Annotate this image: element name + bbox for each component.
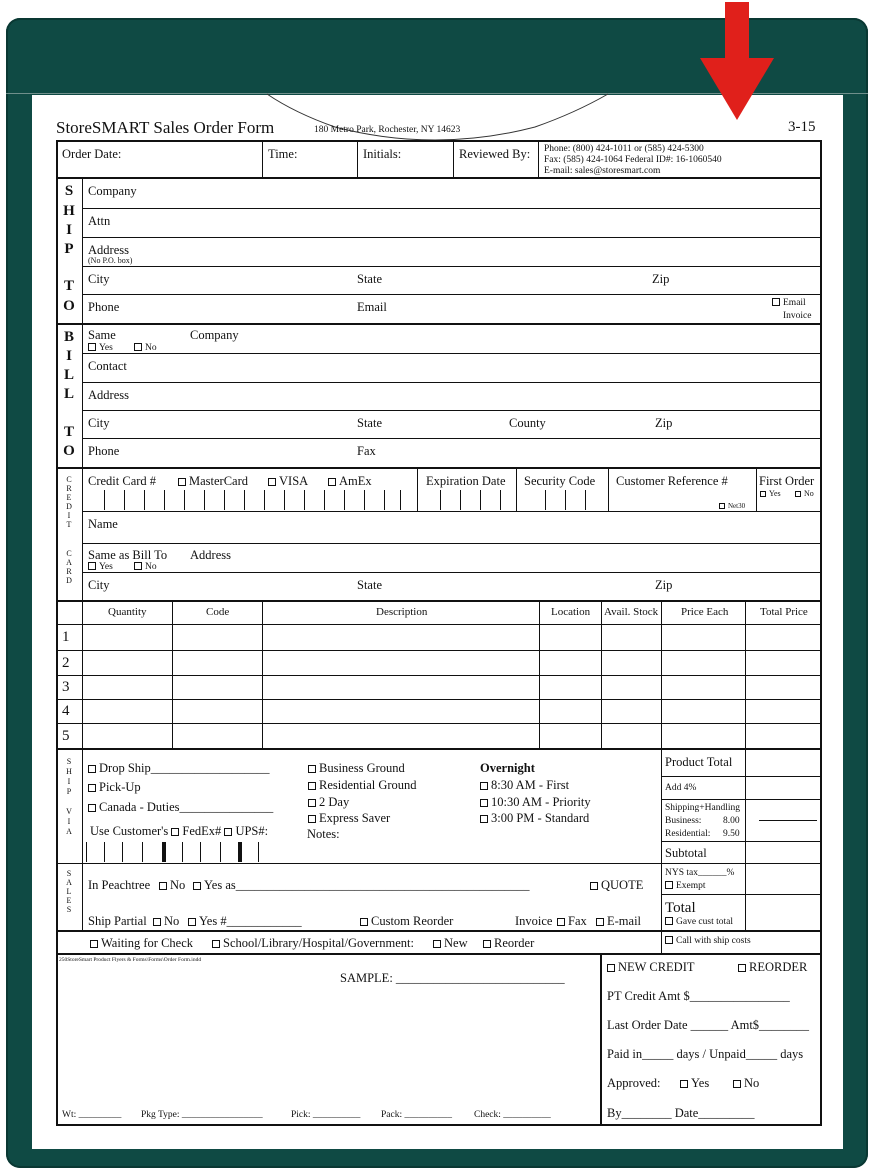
col-total-price: Total Price	[760, 606, 808, 618]
row-number: 2	[62, 655, 70, 671]
approved-label: Approved:	[607, 1076, 661, 1090]
business-ground-checkbox[interactable]: Business Ground	[308, 761, 405, 775]
notes-label: Notes:	[307, 827, 340, 841]
bill-contact-label: Contact	[88, 359, 127, 373]
pick-field: Pick: __________	[291, 1110, 361, 1120]
ship-company-label: Company	[88, 184, 137, 198]
col-code: Code	[206, 606, 230, 618]
first-order-yes[interactable]: Yes	[760, 490, 781, 498]
express-saver-checkbox[interactable]: Express Saver	[308, 811, 390, 825]
by-date-line: By________ Date_________	[607, 1106, 755, 1120]
ship-partial-label: Ship Partial	[88, 914, 147, 928]
bill-fax-label: Fax	[357, 444, 376, 458]
col-price-each: Price Each	[681, 606, 729, 618]
col-quantity: Quantity	[108, 606, 147, 618]
bill-same-yes[interactable]: Yes	[88, 343, 113, 353]
row-number: 4	[62, 703, 70, 719]
sample-label: SAMPLE: ___________________________	[340, 971, 565, 985]
initials-label: Initials:	[363, 147, 402, 161]
first-order-label: First Order	[759, 474, 815, 488]
peachtree-yes-checkbox[interactable]: Yes as_______________________________________________	[193, 878, 529, 892]
new-credit-checkbox[interactable]: NEW CREDIT	[607, 960, 695, 974]
check-field: Check: __________	[474, 1110, 551, 1120]
pick-up-checkbox[interactable]: Pick-Up	[88, 780, 141, 794]
total-label: Total	[665, 900, 696, 916]
ship-address-note: (No P.O. box)	[88, 256, 133, 265]
form-title: StoreSMART Sales Order Form	[56, 118, 275, 137]
approved-no-checkbox[interactable]: No	[733, 1076, 759, 1090]
form-number: 3-15	[788, 119, 816, 135]
contact-phone: Phone: (800) 424-1011 or (585) 424-5300	[544, 144, 704, 154]
bill-company-label: Company	[190, 328, 239, 342]
invoice-email-checkbox[interactable]: E-mail	[596, 914, 641, 928]
call-ship-costs-checkbox[interactable]: Call with ship costs	[665, 936, 751, 946]
overnight-label: Overnight	[480, 761, 535, 775]
order-date-label: Order Date:	[62, 147, 122, 161]
last-order-date: Last Order Date ______ Amt$________	[607, 1018, 810, 1032]
net30-checkbox[interactable]: Net30	[719, 502, 745, 510]
col-location: Location	[551, 606, 591, 618]
ship-zip-label: Zip	[652, 272, 670, 286]
invoice-fax-checkbox[interactable]: Fax	[557, 914, 587, 928]
first-order-no[interactable]: No	[795, 490, 814, 498]
residential-ground-checkbox[interactable]: Residential Ground	[308, 778, 417, 792]
cc-state-label: State	[357, 578, 382, 592]
ship-city-label: City	[88, 272, 110, 286]
cc-name-label: Name	[88, 517, 118, 531]
credit-reorder-checkbox[interactable]: REORDER	[738, 960, 807, 974]
subtotal-label: Subtotal	[665, 846, 707, 860]
ship-address-label: Address	[88, 243, 129, 257]
peachtree-no-checkbox[interactable]: No	[159, 878, 185, 892]
cc-same-as-bill-label: Same as Bill To	[88, 548, 168, 562]
ship-attn-label: Attn	[88, 214, 111, 228]
row-number: 1	[62, 629, 70, 645]
reviewed-by-label: Reviewed By:	[459, 147, 531, 161]
mastercard-checkbox[interactable]: MasterCard	[178, 474, 248, 488]
shipping-handling-label: Shipping+Handling	[665, 803, 741, 813]
product-total-label: Product Total	[665, 755, 733, 769]
in-peachtree-label: In Peachtree	[88, 878, 151, 892]
contact-email: E-mail: sales@storesmart.com	[544, 166, 661, 176]
col-description: Description	[376, 606, 428, 618]
bill-same-no[interactable]: No	[134, 343, 157, 353]
cc-address-label: Address	[190, 548, 231, 562]
quote-checkbox[interactable]: QUOTE	[590, 878, 643, 892]
cc-zip-label: Zip	[655, 578, 673, 592]
expiration-label: Expiration Date	[426, 474, 506, 488]
email-invoice-checkbox[interactable]: Email	[772, 298, 806, 308]
overnight-first-checkbox[interactable]: 8:30 AM - First	[480, 778, 569, 792]
file-path: 250StoreSmart Product Flyers & Forms\Forms\Order Form.indd	[59, 957, 202, 963]
row-number: 5	[62, 728, 70, 744]
drop-ship-checkbox[interactable]: Drop Ship___________________	[88, 761, 270, 775]
reorder-checkbox[interactable]: Reorder	[483, 936, 534, 950]
wt-field: Wt: _________	[62, 1110, 122, 1120]
bill-state-label: State	[357, 416, 382, 430]
security-code-label: Security Code	[524, 474, 596, 488]
invoice-label: Invoice	[515, 914, 553, 928]
business-rate-label: Business:	[665, 816, 702, 826]
ship-state-label: State	[357, 272, 382, 286]
paid-in-days: Paid in_____ days / Unpaid_____ days	[607, 1047, 804, 1061]
cc-city-label: City	[88, 578, 110, 592]
col-avail-stock: Avail. Stock	[604, 606, 659, 618]
ship-partial-no-checkbox[interactable]: No	[153, 914, 179, 928]
school-gov-checkbox[interactable]: School/Library/Hospital/Government:	[212, 936, 414, 950]
amex-checkbox[interactable]: AmEx	[328, 474, 372, 488]
tax-exempt-checkbox[interactable]: Exempt	[665, 881, 706, 891]
time-label: Time:	[268, 147, 298, 161]
pack-field: Pack: __________	[381, 1110, 452, 1120]
row-number: 3	[62, 679, 70, 695]
gave-cust-total-checkbox[interactable]: Gave cust total	[665, 917, 733, 927]
business-rate-value: 8.00	[723, 816, 740, 826]
bill-city-label: City	[88, 416, 110, 430]
bill-zip-label: Zip	[655, 416, 673, 430]
residential-rate-label: Residential:	[665, 829, 711, 839]
waiting-for-check-checkbox[interactable]: Waiting for Check	[90, 936, 193, 950]
overnight-standard-checkbox[interactable]: 3:00 PM - Standard	[480, 811, 589, 825]
bill-address-label: Address	[88, 388, 129, 402]
ship-email-label: Email	[357, 300, 387, 314]
bill-phone-label: Phone	[88, 444, 120, 458]
visa-checkbox[interactable]: VISA	[268, 474, 308, 488]
nys-tax-label: NYS tax______%	[665, 868, 735, 878]
ship-partial-yes-checkbox[interactable]: Yes #____________	[188, 914, 302, 928]
contact-fax: Fax: (585) 424-1064 Federal ID#: 16-1060540	[544, 155, 722, 165]
cc-same-yes[interactable]: Yes	[88, 562, 113, 572]
cc-number-label: Credit Card #	[88, 474, 157, 488]
cc-same-no[interactable]: No	[134, 562, 157, 572]
red-arrow-icon	[700, 2, 774, 120]
use-customer-label: Use Customer's FedEx# UPS#:	[90, 824, 269, 838]
sleeve-thumb-cut	[265, 93, 610, 143]
pkg-type-field: Pkg Type: _________________	[141, 1110, 263, 1120]
custom-reorder-checkbox[interactable]: Custom Reorder	[360, 914, 453, 928]
overnight-priority-checkbox[interactable]: 10:30 AM - Priority	[480, 795, 591, 809]
pt-credit-amt: PT Credit Amt $________________	[607, 989, 790, 1003]
ship-phone-label: Phone	[88, 300, 120, 314]
bill-county-label: County	[509, 416, 546, 430]
canada-duties-checkbox[interactable]: Canada - Duties_______________	[88, 800, 273, 814]
approved-yes-checkbox[interactable]: Yes	[680, 1076, 709, 1090]
new-checkbox[interactable]: New	[433, 936, 468, 950]
residential-rate-value: 9.50	[723, 829, 740, 839]
customer-ref-label: Customer Reference #	[616, 474, 728, 488]
two-day-checkbox[interactable]: 2 Day	[308, 795, 349, 809]
add-4-label: Add 4%	[665, 783, 697, 793]
bill-same-label: Same	[88, 328, 116, 342]
company-address: 180 Metro Park, Rochester, NY 14623	[314, 125, 461, 135]
